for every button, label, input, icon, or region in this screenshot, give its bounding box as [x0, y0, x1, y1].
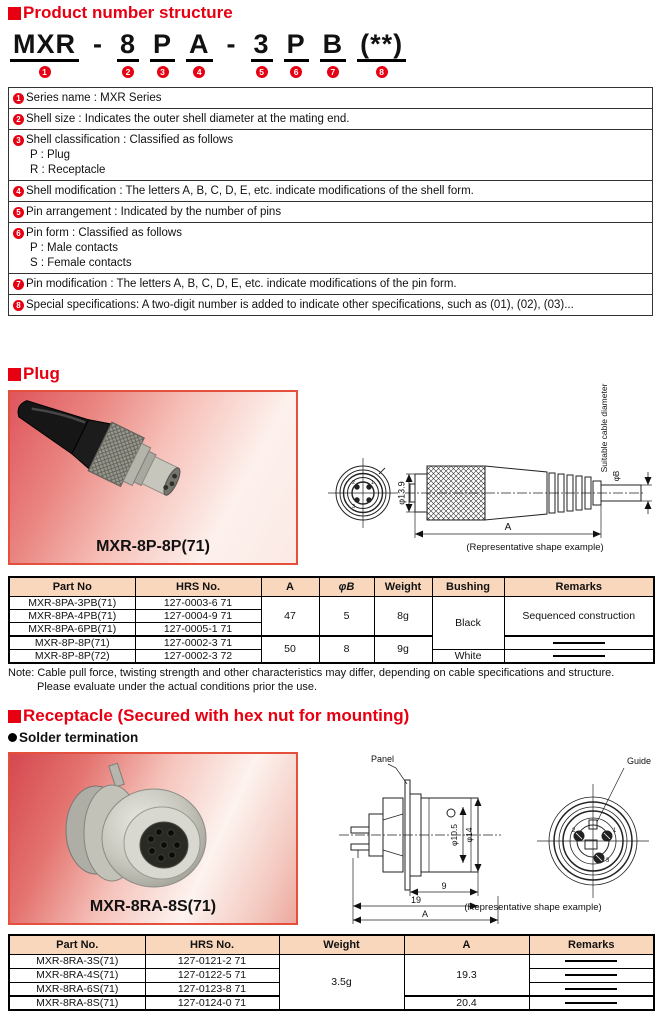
remarks-cell: Sequenced construction: [504, 596, 654, 636]
remarks-dash: [565, 1002, 617, 1004]
legend-row: [8, 87, 653, 109]
hrs-no-cell: 127-0004-9 71: [135, 609, 261, 622]
remarks-cell: [529, 968, 654, 982]
remarks-dash: [565, 974, 617, 976]
plug-spec-table: [8, 576, 655, 664]
red-square-icon: [8, 368, 21, 381]
plug-photo-caption: MXR-8P-8P(71): [96, 538, 210, 555]
dim-a-cell: 50: [261, 636, 319, 663]
legend-subtext: S : Female contacts: [30, 257, 132, 269]
remarks-dash: [565, 988, 617, 990]
legend-text: Special specifications: A two-digit number is added to indicate other specifications, such as (01), (02), (03)...: [26, 299, 574, 311]
remarks-cell: [529, 954, 654, 968]
plug-dim-length-label: A: [504, 522, 512, 533]
part-no-cell: MXR-8P-8P(71): [9, 636, 135, 650]
legend-row: [8, 222, 653, 274]
legend-number-badge: 1: [13, 93, 24, 104]
hrs-no-cell: 127-0003-6 71: [135, 596, 261, 609]
pn-segment: [117, 29, 139, 78]
col-header: A: [404, 935, 529, 954]
col-header: Remarks: [529, 935, 654, 954]
plug-photo: [8, 390, 298, 565]
legend-number-badge: 4: [13, 186, 24, 197]
dim-a-cell: 19.3: [404, 954, 529, 996]
pn-dash: [224, 29, 240, 59]
remarks-cell: [529, 982, 654, 996]
weight-cell: 3.5g: [279, 954, 404, 1010]
receptacle-spec-table: [8, 934, 655, 1011]
pn-segment-text: MXR: [10, 29, 79, 62]
part-no-cell: MXR-8RA-3S(71): [9, 954, 145, 968]
dim-front-label: 9: [441, 881, 447, 891]
table-header-row: [9, 577, 654, 596]
legend-row: [8, 201, 653, 223]
weight-cell: 8g: [374, 596, 432, 636]
hrs-no-cell: 127-0005-1 71: [135, 622, 261, 636]
legend-number-badge: 2: [13, 114, 24, 125]
legend-text: Shell modification : The letters A, B, C, D, E, etc. indicate modifications of the shell form.: [26, 185, 474, 197]
receptacle-section-title: [8, 706, 409, 726]
pn-segment-text: -: [226, 29, 237, 59]
red-square-icon: [8, 710, 21, 723]
pn-segment-text: P: [150, 29, 175, 62]
pn-segment: [10, 29, 79, 78]
legend-number-badge: 7: [13, 279, 24, 290]
legend-subtext: P : Plug: [30, 149, 71, 161]
pn-number-badge: 7: [327, 66, 339, 78]
remarks-dash: [553, 642, 605, 644]
part-no-cell: MXR-8PA-6PB(71): [9, 622, 135, 636]
dim-inner-label: φ10.5: [449, 823, 459, 847]
hrs-no-cell: 127-0121-2 71: [145, 954, 279, 968]
plug-cable-note-label: Suitable cable diameter: [599, 383, 609, 473]
table-row: [9, 954, 654, 968]
pn-number-badge: 6: [290, 66, 302, 78]
part-no-cell: MXR-8RA-4S(71): [9, 968, 145, 982]
pn-number-badge: 5: [256, 66, 268, 78]
legend-row: [8, 294, 653, 316]
pn-number-badge: 1: [39, 66, 51, 78]
part-no-cell: MXR-8RA-6S(71): [9, 982, 145, 996]
col-header: Weight: [279, 935, 404, 954]
plug-note: [8, 667, 614, 694]
pn-segment: [284, 29, 309, 78]
note-line: Note: Cable pull force, twisting strength and other characteristics may differ, depending on cable specifications and structure.: [8, 667, 615, 679]
red-square-icon: [8, 7, 21, 20]
pn-segment-text: B: [320, 29, 347, 62]
guide-label: Guide: [627, 756, 652, 766]
pn-segment-text: (**): [357, 29, 406, 62]
hrs-no-cell: 127-0002-3 72: [135, 649, 261, 663]
hrs-no-cell: 127-0123-8 71: [145, 982, 279, 996]
legend-subtext: R : Receptacle: [30, 164, 106, 176]
plug-pin-label: 2: [352, 480, 356, 486]
col-header: φB: [319, 577, 374, 596]
plug-drawing-caption: (Representative shape example): [466, 542, 604, 553]
dim-a-cell: 20.4: [404, 996, 529, 1010]
col-header: Remarks: [504, 577, 654, 596]
receptacle-subtitle: [8, 730, 138, 745]
part-no-cell: MXR-8P-8P(72): [9, 649, 135, 663]
remarks-cell: [529, 996, 654, 1010]
table-header-row: [9, 935, 654, 954]
pn-number-badge: 2: [122, 66, 134, 78]
receptacle-drawing-caption: (Representative shape example): [464, 902, 602, 913]
section-title-text: Product number structure: [23, 3, 233, 22]
table-row: [9, 596, 654, 609]
part-number-code: [10, 29, 406, 78]
legend-text: Pin form : Classified as follows: [26, 227, 182, 239]
part-number-legend: [8, 88, 653, 316]
panel-label: Panel: [371, 754, 395, 764]
pn-segment-text: P: [284, 29, 309, 62]
receptacle-technical-drawing: [321, 748, 660, 932]
section-title-text: Plug: [23, 364, 60, 383]
dim-b-cell: 8: [319, 636, 374, 663]
pn-segment: [150, 29, 175, 78]
legend-text: Shell size : Indicates the outer shell diameter at the mating end.: [26, 113, 350, 125]
legend-row: [8, 129, 653, 181]
col-header: HRS No.: [145, 935, 279, 954]
socket-pin-label: 2: [572, 828, 576, 834]
plug-dim-cable-label: φB: [612, 470, 621, 482]
pn-segment: [251, 29, 273, 78]
note-line: Please evaluate under the actual conditions prior the use.: [37, 680, 318, 693]
socket-pin-label: 1: [613, 828, 617, 834]
subtitle-text: Solder termination: [19, 730, 139, 745]
dim-a-cell: 47: [261, 596, 319, 636]
section-title-text: Receptacle (Secured with hex nut for mounting): [23, 706, 410, 725]
pn-dash: [90, 29, 106, 59]
col-header: Part No: [9, 577, 135, 596]
remarks-dash: [553, 655, 605, 657]
pn-segment-text: -: [93, 29, 103, 59]
legend-number-badge: 5: [13, 207, 24, 218]
pn-segment: [357, 29, 406, 78]
plug-pin-label: 1: [371, 480, 375, 486]
weight-cell: 9g: [374, 636, 432, 663]
legend-row: [8, 180, 653, 202]
plug-dim-diameter-label: φ13.9: [396, 481, 407, 505]
legend-row: [8, 273, 653, 295]
plug-section-title: [8, 364, 60, 384]
legend-subtext: P : Male contacts: [30, 242, 118, 254]
remarks-cell: [504, 636, 654, 650]
col-header: HRS No.: [135, 577, 261, 596]
pn-segment-text: A: [186, 29, 213, 62]
product-number-section-title: [8, 3, 233, 23]
plug-technical-drawing: [321, 376, 660, 574]
legend-number-badge: 6: [13, 228, 24, 239]
remarks-cell: [504, 649, 654, 663]
legend-number-badge: 8: [13, 300, 24, 311]
pn-number-badge: 8: [376, 66, 388, 78]
receptacle-photo: [8, 752, 298, 925]
table-row: [9, 636, 654, 650]
legend-number-badge: 3: [13, 135, 24, 146]
remarks-dash: [565, 960, 617, 962]
hrs-no-cell: 127-0002-3 71: [135, 636, 261, 650]
legend-text: Series name : MXR Series: [26, 92, 162, 104]
col-header: Bushing: [432, 577, 504, 596]
legend-text: Pin modification : The letters A, B, C, D, E, etc. indicate modifications of the pin form.: [26, 278, 457, 290]
bushing-cell: White: [432, 649, 504, 663]
pn-segment-text: 8: [117, 29, 139, 62]
legend-text: Pin arrangement : Indicated by the number of pins: [26, 206, 282, 218]
col-header: Weight: [374, 577, 432, 596]
pn-segment: [320, 29, 347, 78]
pn-segment-text: 3: [251, 29, 273, 62]
legend-text: Shell classification : Classified as follows: [26, 134, 234, 146]
part-no-cell: MXR-8RA-8S(71): [9, 996, 145, 1010]
col-header: A: [261, 577, 319, 596]
bushing-cell: Black: [432, 596, 504, 649]
part-no-cell: MXR-8PA-3PB(71): [9, 596, 135, 609]
hrs-no-cell: 127-0124-0 71: [145, 996, 279, 1010]
legend-row: [8, 108, 653, 130]
pn-number-badge: 4: [193, 66, 205, 78]
part-no-cell: MXR-8PA-4PB(71): [9, 609, 135, 622]
circle-bullet-icon: [8, 733, 17, 742]
pn-segment: [186, 29, 213, 78]
hrs-no-cell: 127-0122-5 71: [145, 968, 279, 982]
socket-pin-label: 3: [606, 858, 610, 864]
dim-total-label: A: [421, 909, 429, 919]
col-header: Part No.: [9, 935, 145, 954]
pn-number-badge: 3: [157, 66, 169, 78]
dim-body-label: 19: [410, 895, 422, 905]
receptacle-photo-caption: MXR-8RA-8S(71): [89, 898, 217, 915]
dim-b-cell: 5: [319, 596, 374, 636]
plug-pin-label: 3: [352, 504, 356, 510]
dim-outer-label: φ14: [464, 827, 474, 843]
